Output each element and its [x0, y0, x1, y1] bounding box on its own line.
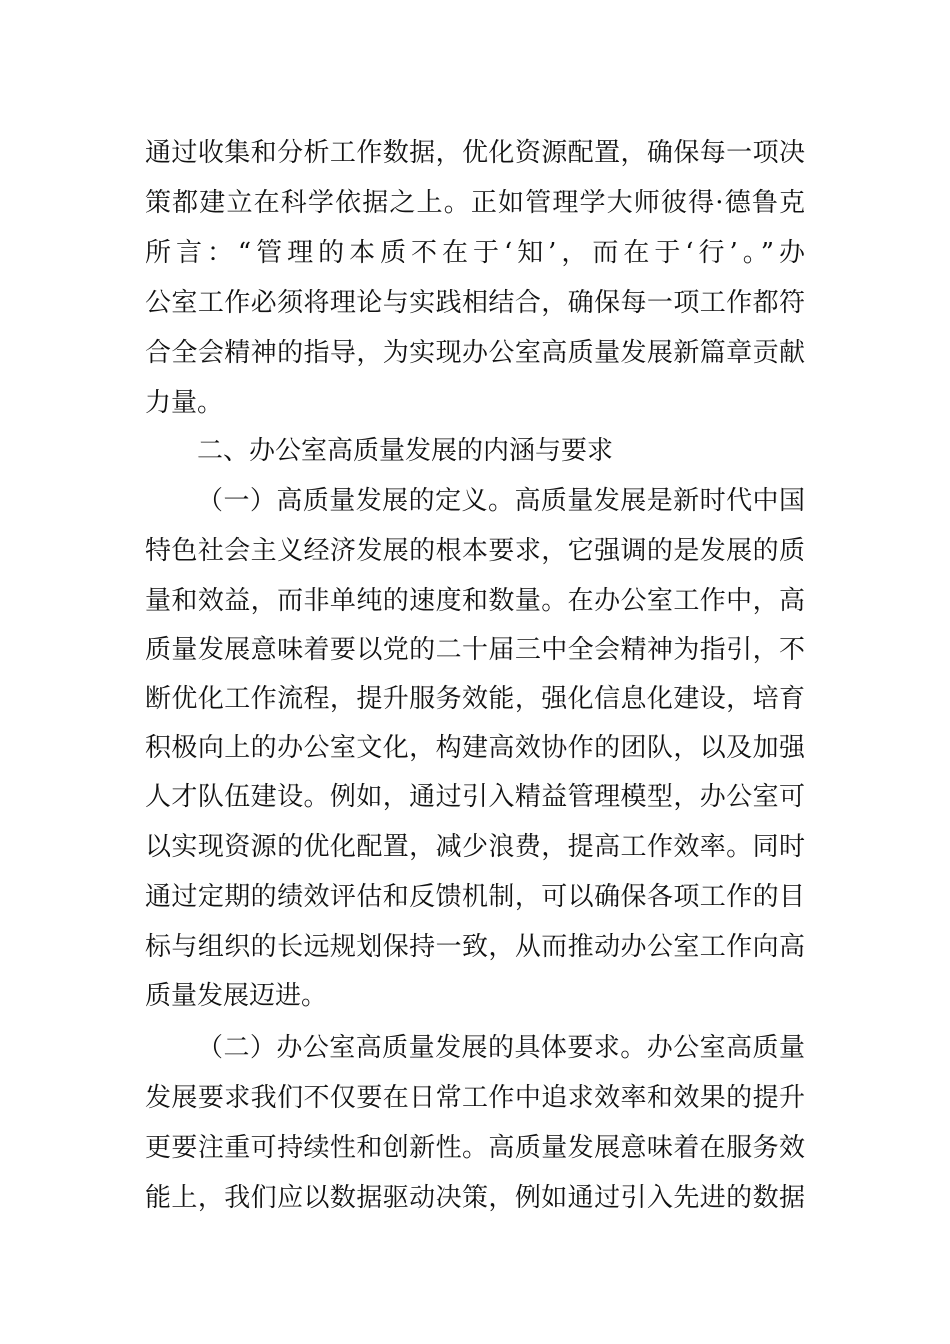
text-line: 人才队伍建设。例如，通过引入精益管理模型，办公室可	[145, 782, 805, 812]
text-line: 通过定期的绩效评估和反馈机制，可以确保各项工作的目	[145, 882, 805, 912]
text-line: 通过收集和分析工作数据，优化资源配置，确保每一项决	[145, 138, 805, 168]
text-line: 合全会精神的指导，为实现办公室高质量发展新篇章贡献	[145, 338, 805, 368]
section-heading: 二、办公室高质量发展的内涵与要求	[197, 436, 614, 466]
text-line: 质量发展意味着要以党的二十届三中全会精神为指引，不	[145, 635, 805, 665]
text-line: （二）办公室高质量发展的具体要求。办公室高质量	[197, 1033, 805, 1063]
text-line: 力量。	[145, 388, 224, 418]
text-line: 量和效益，而非单纯的速度和数量。在办公室工作中，高	[145, 586, 805, 616]
text-line: 策都建立在科学依据之上。正如管理学大师彼得·德鲁克	[145, 188, 805, 218]
text-line: 以实现资源的优化配置，减少浪费，提高工作效率。同时	[145, 832, 805, 862]
text-line: 所言：“管理的本质不在于‘知’，而在于‘行’。”办	[145, 238, 805, 268]
text-line: 断优化工作流程，提升服务效能，强化信息化建设，培育	[145, 684, 805, 714]
text-line: 发展要求我们不仅要在日常工作中追求效率和效果的提升	[145, 1083, 805, 1113]
text-line: 质量发展迈进。	[145, 981, 328, 1011]
text-line: 能上，我们应以数据驱动决策，例如通过引入先进的数据	[145, 1183, 805, 1213]
text-line: 标与组织的长远规划保持一致，从而推动办公室工作向高	[145, 932, 805, 962]
text-line: 积极向上的办公室文化，构建高效协作的团队，以及加强	[145, 733, 805, 763]
text-line: 公室工作必须将理论与实践相结合，确保每一项工作都符	[145, 288, 805, 318]
text-line: （一）高质量发展的定义。高质量发展是新时代中国	[197, 486, 805, 516]
text-line: 更要注重可持续性和创新性。高质量发展意味着在服务效	[145, 1133, 805, 1163]
text-line: 特色社会主义经济发展的根本要求，它强调的是发展的质	[145, 536, 805, 566]
